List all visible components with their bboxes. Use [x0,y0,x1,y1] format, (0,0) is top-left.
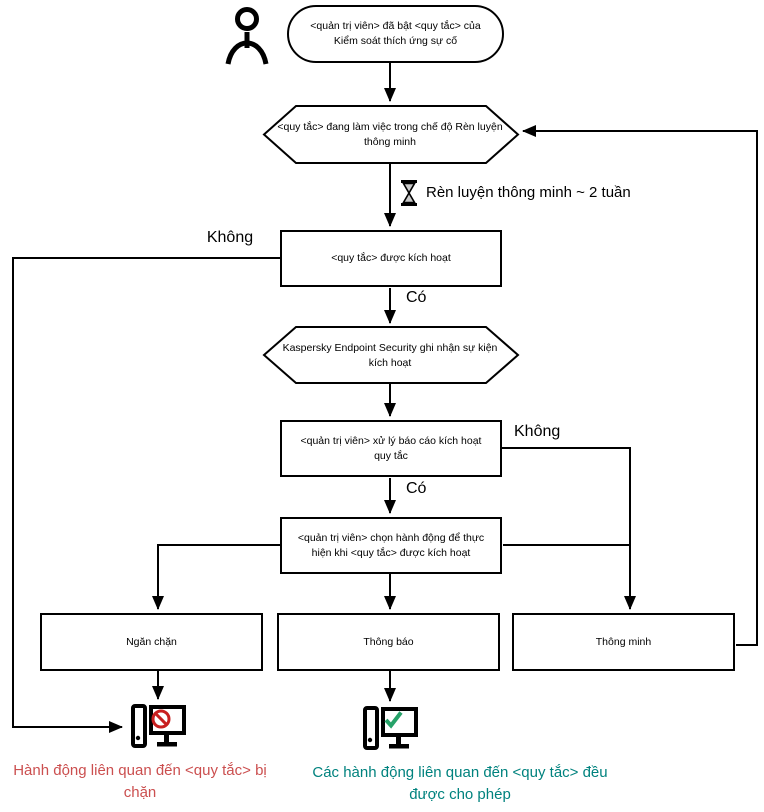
result-allowed-text: Các hành động liên quan đến <quy tắc> đều được cho phép [312,764,608,803]
node-event-logged [272,327,508,384]
timer-label: Rèn luyện thông minh ~ 2 tuần [426,184,631,201]
edge-label-report-no: Không [514,423,561,440]
node-start-label: <quản trị viên> đã bật <quy tắc> của Kiểm soát thích ứng sự cố [310,20,481,47]
node-process-report [280,420,502,477]
node-event-logged-label: Kaspersky Endpoint Security ghi nhận sự kiện kích hoạt [282,341,498,369]
node-rule-triggered-label: <quy tắc> được kích hoạt [331,252,451,265]
computer-blocked-icon [130,703,186,749]
edge-label-triggered-no: Không [206,229,254,246]
computer-allowed-icon [362,705,418,751]
node-action-block-label: Ngăn chặn [126,635,177,648]
node-training-mode [272,106,508,163]
node-start [287,5,504,63]
node-action-notify [277,613,500,671]
hourglass-icon [400,179,418,207]
node-action-smart-label: Thông minh [595,635,652,648]
node-rule-triggered [280,230,502,287]
node-action-block [40,613,263,671]
node-choose-action-label: <quản trị viên> chọn hành động để thực hiện khi <quy tắc> được kích hoạt [297,531,485,559]
result-blocked-text: Hành động liên quan đến <quy tắc> bị chặn [13,762,267,801]
node-choose-action [280,517,502,574]
edge-label-report-yes: Có [406,480,427,497]
node-process-report-label: <quản trị viên> xử lý báo cáo kích hoạt quy tắc [300,434,482,462]
edge-choose-to-block [158,545,281,609]
node-action-smart [512,613,735,671]
node-action-notify-label: Thông báo [363,635,414,648]
prohibition-badge [153,711,169,727]
edge-smart-feedback [523,131,757,645]
person-icon [224,6,270,66]
edge-report-no [502,448,630,609]
node-training-mode-label: <quy tắc> đang làm việc trong chế độ Rèn luyện thông minh [277,120,503,148]
edge-label-triggered-yes: Có [406,289,427,306]
